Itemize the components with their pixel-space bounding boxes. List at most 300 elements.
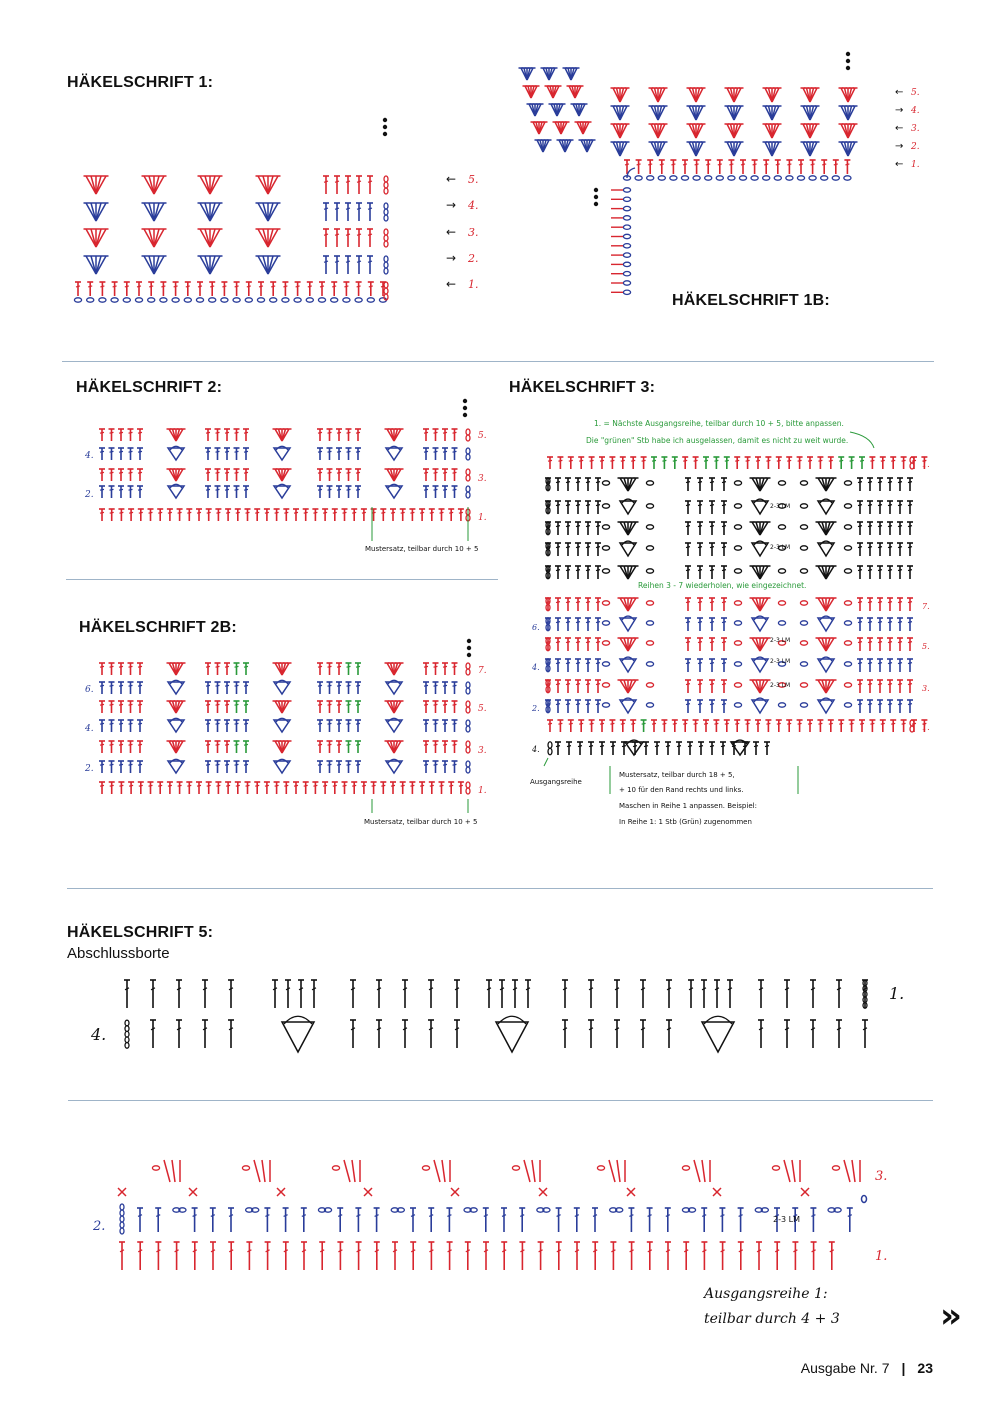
dc-stitch [847, 1208, 853, 1232]
dc-stitch [346, 448, 352, 460]
dc-stitch [301, 1242, 307, 1270]
dc-stitch [118, 720, 124, 732]
dc-stitch [609, 720, 615, 732]
dc-stitch [215, 720, 221, 732]
dc-stitch [857, 700, 863, 713]
dc-stitch [575, 501, 581, 514]
lm-label: 2-3 LM [770, 503, 791, 510]
dc-stitch [901, 457, 907, 469]
shell-stitch [142, 229, 167, 247]
dc-stitch [332, 782, 338, 794]
dc-stitch [897, 522, 903, 535]
dc-stitch [433, 720, 439, 732]
row-label: 4. [468, 199, 479, 212]
dc-stitch [99, 761, 105, 773]
dc-stitch [562, 980, 568, 1008]
divider-4 [68, 1100, 933, 1101]
cluster-stitch [168, 718, 184, 732]
dc-stitch [887, 618, 893, 631]
row-label: 6. [532, 623, 540, 632]
dc-stitch [346, 429, 352, 441]
dc-stitch [555, 478, 561, 491]
dc-stitch [784, 980, 790, 1008]
dc-stitch [327, 761, 333, 773]
dc-stitch [283, 509, 289, 521]
heading-haekelschrift-5: HÄKELSCHRIFT 5: [67, 924, 214, 941]
chain-stitch [862, 1196, 867, 1203]
sc-stitch [539, 1188, 547, 1196]
issue-label: Ausgabe Nr. 7 [800, 1360, 890, 1376]
turning-chain [466, 761, 470, 773]
lm-label: 2-3 LM [770, 682, 791, 689]
dc-stitch [356, 256, 362, 274]
shell-stitch [611, 88, 630, 102]
dc-stitch [215, 741, 221, 753]
cluster-stitch [818, 499, 834, 514]
dc-stitch [322, 782, 328, 794]
dc-stitch [345, 203, 351, 221]
chain-stitch [786, 176, 793, 180]
dc-stitch [128, 429, 134, 441]
cluster-stitch [386, 446, 402, 460]
heading-haekelschrift-1b: HÄKELSCHRIFT 1B: [672, 292, 830, 309]
dc-stitch [282, 282, 288, 296]
row-label: 2. [468, 252, 479, 265]
dc-stitch [897, 501, 903, 514]
shell-stitch [750, 478, 771, 491]
dc-stitch [274, 782, 280, 794]
dc-stitch [585, 543, 591, 556]
dc-stitch [224, 701, 230, 713]
dc-stitch [721, 700, 727, 713]
dc-stitch [829, 1242, 835, 1270]
dc-stitch [323, 229, 329, 247]
dc-stitch [685, 680, 691, 693]
dc-stitch [595, 478, 601, 491]
dc-stitch [128, 509, 134, 521]
dc-stitch [775, 160, 781, 174]
dc-stitch [428, 980, 434, 1008]
dc-stitch [138, 509, 144, 521]
dc-stitch [99, 682, 105, 694]
cluster-stitch [386, 484, 402, 498]
shell-stitch [256, 256, 281, 274]
dc-stitch [429, 782, 435, 794]
heading-haekelschrift-2b: HÄKELSCHRIFT 2B: [79, 619, 237, 636]
dc-stitch [897, 618, 903, 631]
dc-stitch [575, 638, 581, 651]
shell-stitch [725, 106, 744, 120]
dc-stitch [519, 1242, 525, 1270]
dc-stitch [797, 457, 803, 469]
dc-stitch [137, 448, 143, 460]
dc-stitch [345, 176, 351, 194]
dc-stitch [323, 256, 329, 274]
dc-stitch [555, 522, 561, 535]
dc-stitch [367, 176, 373, 194]
corner-shell-stitch [571, 104, 588, 116]
cluster-stitch [818, 657, 834, 672]
row-arrow: ← [895, 87, 904, 98]
turning-chain [466, 429, 470, 441]
row-label: 3. [911, 124, 920, 134]
row-label: 1. [478, 513, 487, 523]
dc-stitch [243, 486, 249, 498]
dc-stitch [575, 478, 581, 491]
dc-stitch [442, 448, 448, 460]
dc-stitch [877, 618, 883, 631]
shell-stitch [256, 229, 281, 247]
dc-stitch [235, 782, 241, 794]
row-arrow: ← [895, 159, 904, 170]
dc-stitch [109, 741, 115, 753]
chain-stitch [306, 298, 313, 302]
dc-stitch [150, 980, 156, 1008]
dc-stitch [763, 160, 769, 174]
dc-stitch [205, 701, 211, 713]
dc-stitch [157, 509, 163, 521]
shell-stitch [198, 176, 223, 194]
dc-stitch [676, 742, 682, 755]
dc-stitch [630, 720, 636, 732]
chain-stitch [646, 525, 653, 529]
dc-stitch [380, 509, 386, 521]
dc-stitch [442, 486, 448, 498]
dc-stitch [566, 742, 572, 755]
dc-stitch [693, 720, 699, 732]
dc-stitch [753, 742, 759, 755]
dc-stitch [264, 782, 270, 794]
dc-stitch [433, 486, 439, 498]
dc-stitch [137, 682, 143, 694]
dc-stitch [745, 720, 751, 732]
dc-stitch [99, 429, 105, 441]
dc-stitch [118, 509, 124, 521]
dc-stitch [285, 980, 291, 1008]
dc-stitch [243, 663, 249, 675]
dc-stitch [682, 457, 688, 469]
dc-stitch [877, 659, 883, 672]
dc-stitch [109, 782, 115, 794]
dc-stitch [298, 980, 304, 1008]
dc-stitch [109, 486, 115, 498]
chain-stitch [602, 569, 609, 573]
chain-stitch [602, 621, 609, 625]
chain-stitch [623, 197, 630, 201]
sc-stitch [627, 1188, 635, 1196]
chain-stitch [734, 683, 741, 687]
dc-stitch [167, 782, 173, 794]
dc-stitch [246, 1242, 252, 1270]
shell-stitch [763, 124, 782, 138]
dc-stitch [367, 256, 373, 274]
dc-stitch [721, 501, 727, 514]
dc-stitch [234, 741, 240, 753]
dc-stitch [243, 448, 249, 460]
dc-stitch [887, 598, 893, 611]
dc-stitch [128, 469, 134, 481]
dc-stitch [565, 659, 571, 672]
dc-stitch [857, 566, 863, 579]
dc-stitch [585, 700, 591, 713]
row-label: 3. [468, 226, 479, 239]
dc-stitch [595, 659, 601, 672]
dc-stitch [206, 782, 212, 794]
dc-stitch [565, 700, 571, 713]
shell-stitch [801, 124, 820, 138]
chain-stitch [148, 298, 155, 302]
dc-stitch [376, 980, 382, 1008]
dc-stitch [423, 761, 429, 773]
chain-stitch [647, 176, 654, 180]
dc-stitch [128, 741, 134, 753]
dc-stitch [317, 741, 323, 753]
cluster-stitch [168, 484, 184, 498]
shell-stitch [618, 566, 639, 579]
row-label: 3. [478, 474, 487, 484]
dc-stitch [323, 203, 329, 221]
shell-stitch [763, 106, 782, 120]
chain-stitch [800, 601, 807, 605]
dc-stitch [224, 741, 230, 753]
chain-stitch [646, 621, 653, 625]
dc-stitch [423, 448, 429, 460]
dc-stitch [897, 659, 903, 672]
dc-stitch [857, 543, 863, 556]
shell-stitch [687, 124, 706, 138]
shell-stitch [750, 598, 771, 611]
dc-stitch [629, 1242, 635, 1270]
dc-stitch [828, 457, 834, 469]
next-page-icon[interactable]: » [940, 1296, 962, 1336]
chain-stitch [821, 176, 828, 180]
shell-stitch [750, 680, 771, 693]
chain-stitch [602, 504, 609, 508]
row-label: 7. [922, 602, 930, 611]
dc-stitch [337, 1208, 343, 1232]
dc-stitch [264, 1208, 270, 1232]
dc-stitch [709, 638, 715, 651]
dc-stitch [807, 457, 813, 469]
dc-stitch [452, 701, 458, 713]
dc-stitch [243, 761, 249, 773]
row-label: 5. [922, 642, 930, 651]
dc-stitch [317, 663, 323, 675]
dc-stitch [400, 782, 406, 794]
dc-stitch [245, 782, 251, 794]
dc-stitch [666, 980, 672, 1008]
shell-stitch [649, 106, 668, 120]
turning-chain [466, 782, 470, 794]
dc-stitch [897, 680, 903, 693]
dc-stitch [701, 980, 707, 1008]
cluster-stitch [274, 718, 290, 732]
picot-fan-stitch [524, 1160, 540, 1182]
dc-stitch [683, 1242, 689, 1270]
chain-stitch [602, 662, 609, 666]
dc-stitch [264, 509, 270, 521]
chain-stitch [800, 662, 807, 666]
dc-stitch [192, 1242, 198, 1270]
shell-stitch [256, 203, 281, 221]
dc-stitch [119, 1242, 125, 1270]
dc-stitch [336, 701, 342, 713]
dc-stitch [118, 782, 124, 794]
row-arrow: → [895, 105, 904, 116]
dc-stitch [327, 720, 333, 732]
dc-stitch [371, 782, 377, 794]
row-arrow: → [446, 198, 457, 212]
shell-stitch [167, 663, 186, 675]
shell-stitch [725, 88, 744, 102]
chain-stitch [778, 703, 785, 707]
shell-stitch [687, 88, 706, 102]
dc-stitch [555, 659, 561, 672]
dc-stitch [575, 598, 581, 611]
dc-stitch [148, 282, 154, 296]
dc-stitch [620, 457, 626, 469]
green-note: Die "grünen" Stb habe ich ausgelassen, damit es nicht zu weit wurde. [586, 436, 849, 445]
green-note: 1. = Nächste Ausgangsreihe, teilbar durch 10 + 5, bitte anpassen. [594, 419, 844, 428]
cluster-stitch [752, 541, 768, 556]
row-label: 3. [875, 1169, 888, 1184]
dc-stitch [907, 478, 913, 491]
dc-stitch [327, 486, 333, 498]
dc-stitch [665, 742, 671, 755]
dc-stitch [483, 1208, 489, 1232]
dc-stitch [555, 543, 561, 556]
crochet-chart-1 [60, 110, 500, 310]
dc-stitch [641, 457, 647, 469]
dc-stitch [390, 509, 396, 521]
turning-chain [910, 720, 914, 732]
dc-stitch [811, 1242, 817, 1270]
dc-stitch [215, 429, 221, 441]
dc-stitch [346, 741, 352, 753]
dc-stitch [109, 469, 115, 481]
dc-stitch [636, 160, 642, 174]
row-arrow: → [895, 141, 904, 152]
dc-stitch [565, 680, 571, 693]
dc-stitch [709, 478, 715, 491]
chain-stitch [343, 298, 350, 302]
turning-chain [120, 1204, 124, 1234]
dc-stitch [887, 478, 893, 491]
chain-stitch [734, 621, 741, 625]
dc-stitch [713, 720, 719, 732]
dc-stitch [196, 782, 202, 794]
dc-stitch [355, 429, 361, 441]
dc-stitch [568, 720, 574, 732]
dc-stitch [665, 1242, 671, 1270]
shell-stitch [198, 256, 223, 274]
cluster-stitch [386, 680, 402, 694]
dc-stitch [355, 1208, 361, 1232]
dc-stitch [346, 486, 352, 498]
dc-stitch [844, 160, 850, 174]
dc-stitch [322, 509, 328, 521]
dc-stitch [595, 598, 601, 611]
shell-stitch [167, 429, 186, 441]
shell-stitch [649, 88, 668, 102]
shell-stitch [84, 256, 109, 274]
chain-stitch [597, 1166, 604, 1170]
chain-stitch [809, 176, 816, 180]
divider-2 [66, 579, 498, 580]
dc-stitch [452, 741, 458, 753]
shell-stitch [618, 680, 639, 693]
turning-chain [125, 1020, 129, 1048]
dc-stitch [137, 486, 143, 498]
chain-stitch [646, 703, 653, 707]
dc-stitch [734, 457, 740, 469]
dc-stitch [877, 598, 883, 611]
dc-stitch [565, 638, 571, 651]
chain-stitch [800, 621, 807, 625]
sc-stitch [451, 1188, 459, 1196]
dc-stitch [224, 720, 230, 732]
dc-stitch [574, 1208, 580, 1232]
dc-stitch [610, 1242, 616, 1270]
dc-stitch [565, 598, 571, 611]
dc-stitch [717, 160, 723, 174]
shell-stitch [750, 522, 771, 535]
chain-stitch [734, 569, 741, 573]
dc-stitch [374, 1242, 380, 1270]
dc-stitch [173, 282, 179, 296]
shell-stitch [273, 663, 292, 675]
chain-stitch [184, 298, 191, 302]
chain-stitch [635, 176, 642, 180]
row-label: 5. [478, 431, 487, 441]
chain-stitch [739, 176, 746, 180]
dc-stitch [215, 663, 221, 675]
dc-stitch [901, 720, 907, 732]
crochet-chart-5-top [85, 970, 915, 1060]
dc-stitch [574, 1242, 580, 1270]
dc-stitch [186, 509, 192, 521]
dc-stitch [585, 522, 591, 535]
dc-stitch [578, 720, 584, 732]
dc-stitch [118, 682, 124, 694]
dc-stitch [150, 1020, 156, 1048]
chain-stitch [646, 662, 653, 666]
picot-fan-stitch [609, 1160, 625, 1182]
dc-stitch [499, 980, 505, 1008]
turning-chain [466, 469, 470, 481]
dc-stitch [867, 638, 873, 651]
dc-stitch [610, 742, 616, 755]
dc-stitch [128, 720, 134, 732]
dc-stitch [709, 680, 715, 693]
chain-stitch [646, 683, 653, 687]
shell-stitch [84, 176, 109, 194]
cluster-stitch [168, 759, 184, 773]
dc-stitch [112, 282, 118, 296]
shell-stitch [142, 176, 167, 194]
dc-stitch [595, 618, 601, 631]
dc-stitch [857, 659, 863, 672]
chain-stitch [734, 601, 741, 605]
dc-stitch [99, 486, 105, 498]
chain-stitch [623, 262, 630, 266]
chain-stitch [623, 225, 630, 229]
dc-stitch [555, 638, 561, 651]
chain-stitch [331, 298, 338, 302]
chain-stitch [800, 641, 807, 645]
shell-stitch [725, 142, 744, 156]
dc-stitch [838, 720, 844, 732]
